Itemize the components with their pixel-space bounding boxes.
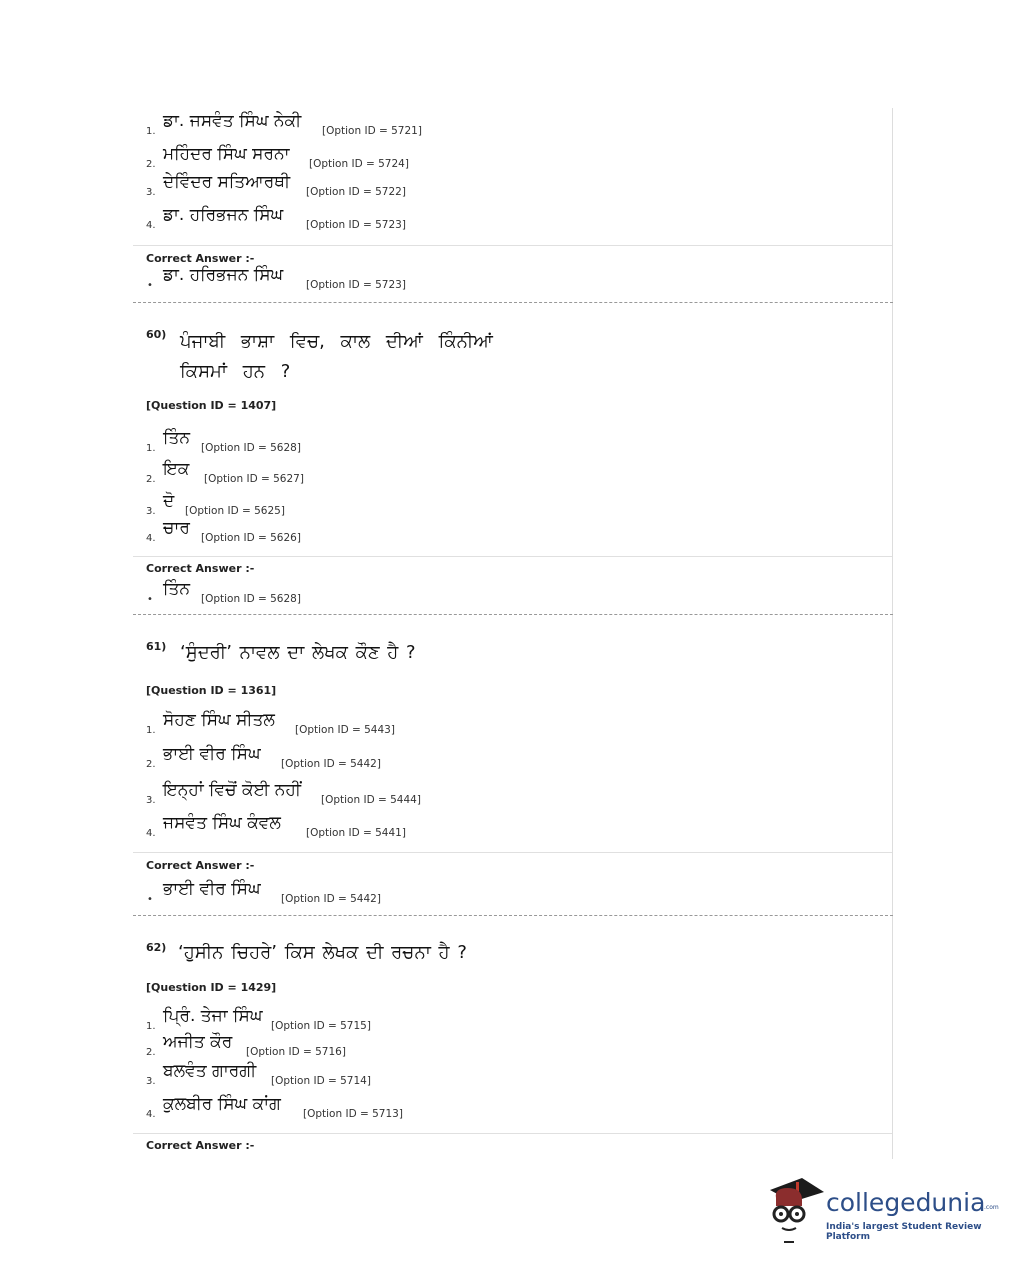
option-text: ਅਜੀਤ ਕੌਰ <box>163 1032 233 1052</box>
option-text: ਜਸਵੰਤ ਸਿੰਘ ਕੰਵਲ <box>163 813 281 833</box>
option-id: [Option ID = 5628] <box>201 442 301 454</box>
divider <box>133 852 892 853</box>
option-id: [Option ID = 5721] <box>322 125 422 137</box>
question-id: [Question ID = 1429] <box>146 981 277 994</box>
option-text: ਸੋਹਣ ਸਿੰਘ ਸੀਤਲ <box>163 710 275 730</box>
option-number: 1. <box>146 1021 156 1032</box>
correct-answer-text: ਤਿੰਨ <box>163 579 190 599</box>
option-number: 2. <box>146 759 156 770</box>
option-text: ਡਾ. ਹਰਿਭਜਨ ਸਿੰਘ <box>163 205 284 225</box>
option-id: [Option ID = 5713] <box>303 1108 403 1120</box>
option-number: 2. <box>146 474 156 485</box>
correct-answer-text: ਭਾਈ ਵੀਰ ਸਿੰਘ <box>163 879 261 899</box>
option-text: ਚਾਰ <box>163 518 190 538</box>
collegedunia-logo <box>766 1176 999 1246</box>
question-text: ‘ਸੁੰਦਰੀ’ ਨਾਵਲ ਦਾ ਲੇਖਕ ਕੌਣ ਹੈ ? <box>180 642 416 663</box>
option-text: ਦੇਵਿੰਦਰ ਸਤਿਆਰਥੀ <box>163 172 291 192</box>
question-59-block <box>133 108 893 302</box>
option-number: 4. <box>146 1109 156 1120</box>
option-text: ਇਕ <box>163 459 190 479</box>
option-text: ਡਾ. ਜਸਵੰਤ ਸਿੰਘ ਨੇਕੀ <box>163 111 302 131</box>
question-id: [Question ID = 1407] <box>146 399 277 412</box>
option-number: 3. <box>146 1076 156 1087</box>
question-text-line-2: ਕਿਸਮਾਂ ਹਨ ? <box>180 361 291 382</box>
option-text: ਭਾਈ ਵੀਰ ਸਿੰਘ <box>163 744 261 764</box>
option-id: [Option ID = 5722] <box>306 186 406 198</box>
option-1 <box>133 108 892 141</box>
option-2 <box>133 740 892 774</box>
option-id: [Option ID = 5716] <box>246 1046 346 1058</box>
exam-page <box>133 108 893 1159</box>
option-id: [Option ID = 5628] <box>201 593 301 605</box>
option-text: ਇਨ੍ਹਾਂ ਵਿਚੋਂ ਕੋਈ ਨਹੀਂ <box>163 780 301 800</box>
option-number: 3. <box>146 795 156 806</box>
option-id: [Option ID = 5442] <box>281 758 381 770</box>
option-id: [Option ID = 5444] <box>321 794 421 806</box>
option-text: ਕੁਲਬੀਰ ਸਿੰਘ ਕਾਂਗ <box>163 1094 281 1114</box>
mascot-icon <box>766 1176 828 1244</box>
option-number: 3. <box>146 506 156 517</box>
option-4 <box>133 202 892 235</box>
question-number: 62) <box>146 941 167 954</box>
question-60-block <box>133 303 893 614</box>
option-id: [Option ID = 5723] <box>306 219 406 231</box>
option-id: [Option ID = 5723] <box>306 279 406 291</box>
correct-answer-label: Correct Answer :- <box>146 1139 255 1152</box>
option-number: 2. <box>146 1047 156 1058</box>
logo-name: collegedunia <box>826 1188 986 1217</box>
option-1 <box>133 1004 892 1036</box>
option-number: 2. <box>146 159 156 170</box>
option-id: [Option ID = 5442] <box>281 893 381 905</box>
option-id: [Option ID = 5715] <box>271 1020 371 1032</box>
divider <box>133 1133 892 1134</box>
option-text: ਦੋ <box>163 491 175 511</box>
option-4 <box>133 1091 892 1124</box>
logo-suffix: .com <box>984 1204 999 1211</box>
option-3 <box>133 1062 892 1091</box>
option-id: [Option ID = 5626] <box>201 532 301 544</box>
question-text: ‘ਹੁਸੀਨ ਚਿਹਰੇ’ ਕਿਸ ਲੇਖਕ ਦੀ ਰਚਨਾ ਹੈ ? <box>178 942 467 963</box>
divider <box>133 556 892 557</box>
question-62-block <box>133 916 893 1159</box>
question-number: 61) <box>146 640 167 653</box>
option-id: [Option ID = 5627] <box>204 473 304 485</box>
option-2 <box>133 141 892 174</box>
question-text-line-1: ਪੰਜਾਬੀ ਭਾਸ਼ਾ ਵਿਚ, ਕਾਲ ਦੀਆਂ ਕਿੰਨੀਆਂ <box>180 331 493 352</box>
correct-answer <box>133 577 892 609</box>
option-4 <box>133 518 892 548</box>
option-2 <box>133 458 892 489</box>
bullet: • <box>147 894 153 905</box>
option-number: 3. <box>146 187 156 198</box>
question-id: [Question ID = 1361] <box>146 684 277 697</box>
option-id: [Option ID = 5443] <box>295 724 395 736</box>
question-number: 60) <box>146 328 167 341</box>
correct-answer-label: Correct Answer :- <box>146 252 255 265</box>
option-4 <box>133 810 892 843</box>
option-3 <box>133 489 892 521</box>
option-id: [Option ID = 5724] <box>309 158 409 170</box>
question-61-block <box>133 615 893 915</box>
correct-answer <box>133 875 892 909</box>
option-number: 1. <box>146 725 156 736</box>
option-1 <box>133 425 892 458</box>
option-2 <box>133 1032 892 1062</box>
bullet: • <box>147 594 153 605</box>
option-text: ਪ੍ਰਿੰ. ਤੇਜਾ ਸਿੰਘ <box>163 1006 263 1026</box>
option-id: [Option ID = 5714] <box>271 1075 371 1087</box>
option-text: ਤਿੰਨ <box>163 428 190 448</box>
bullet: • <box>147 280 153 291</box>
option-id: [Option ID = 5625] <box>185 505 285 517</box>
correct-answer-label: Correct Answer :- <box>146 562 255 575</box>
correct-answer-text: ਡਾ. ਹਰਿਭਜਨ ਸਿੰਘ <box>163 265 284 285</box>
option-number: 4. <box>146 533 156 544</box>
option-number: 1. <box>146 126 156 137</box>
option-number: 4. <box>146 828 156 839</box>
option-id: [Option ID = 5441] <box>306 827 406 839</box>
option-number: 4. <box>146 220 156 231</box>
option-text: ਬਲਵੰਤ ਗਾਰਗੀ <box>163 1061 257 1081</box>
correct-answer-label: Correct Answer :- <box>146 859 255 872</box>
correct-answer <box>133 265 892 295</box>
option-text: ਮਹਿੰਦਰ ਸਿੰਘ ਸਰਨਾ <box>163 144 290 164</box>
option-3 <box>133 174 892 202</box>
logo-tagline: India's largest Student Review Platform <box>826 1222 982 1242</box>
option-3 <box>133 774 892 810</box>
option-number: 1. <box>146 443 156 454</box>
option-1 <box>133 707 892 740</box>
